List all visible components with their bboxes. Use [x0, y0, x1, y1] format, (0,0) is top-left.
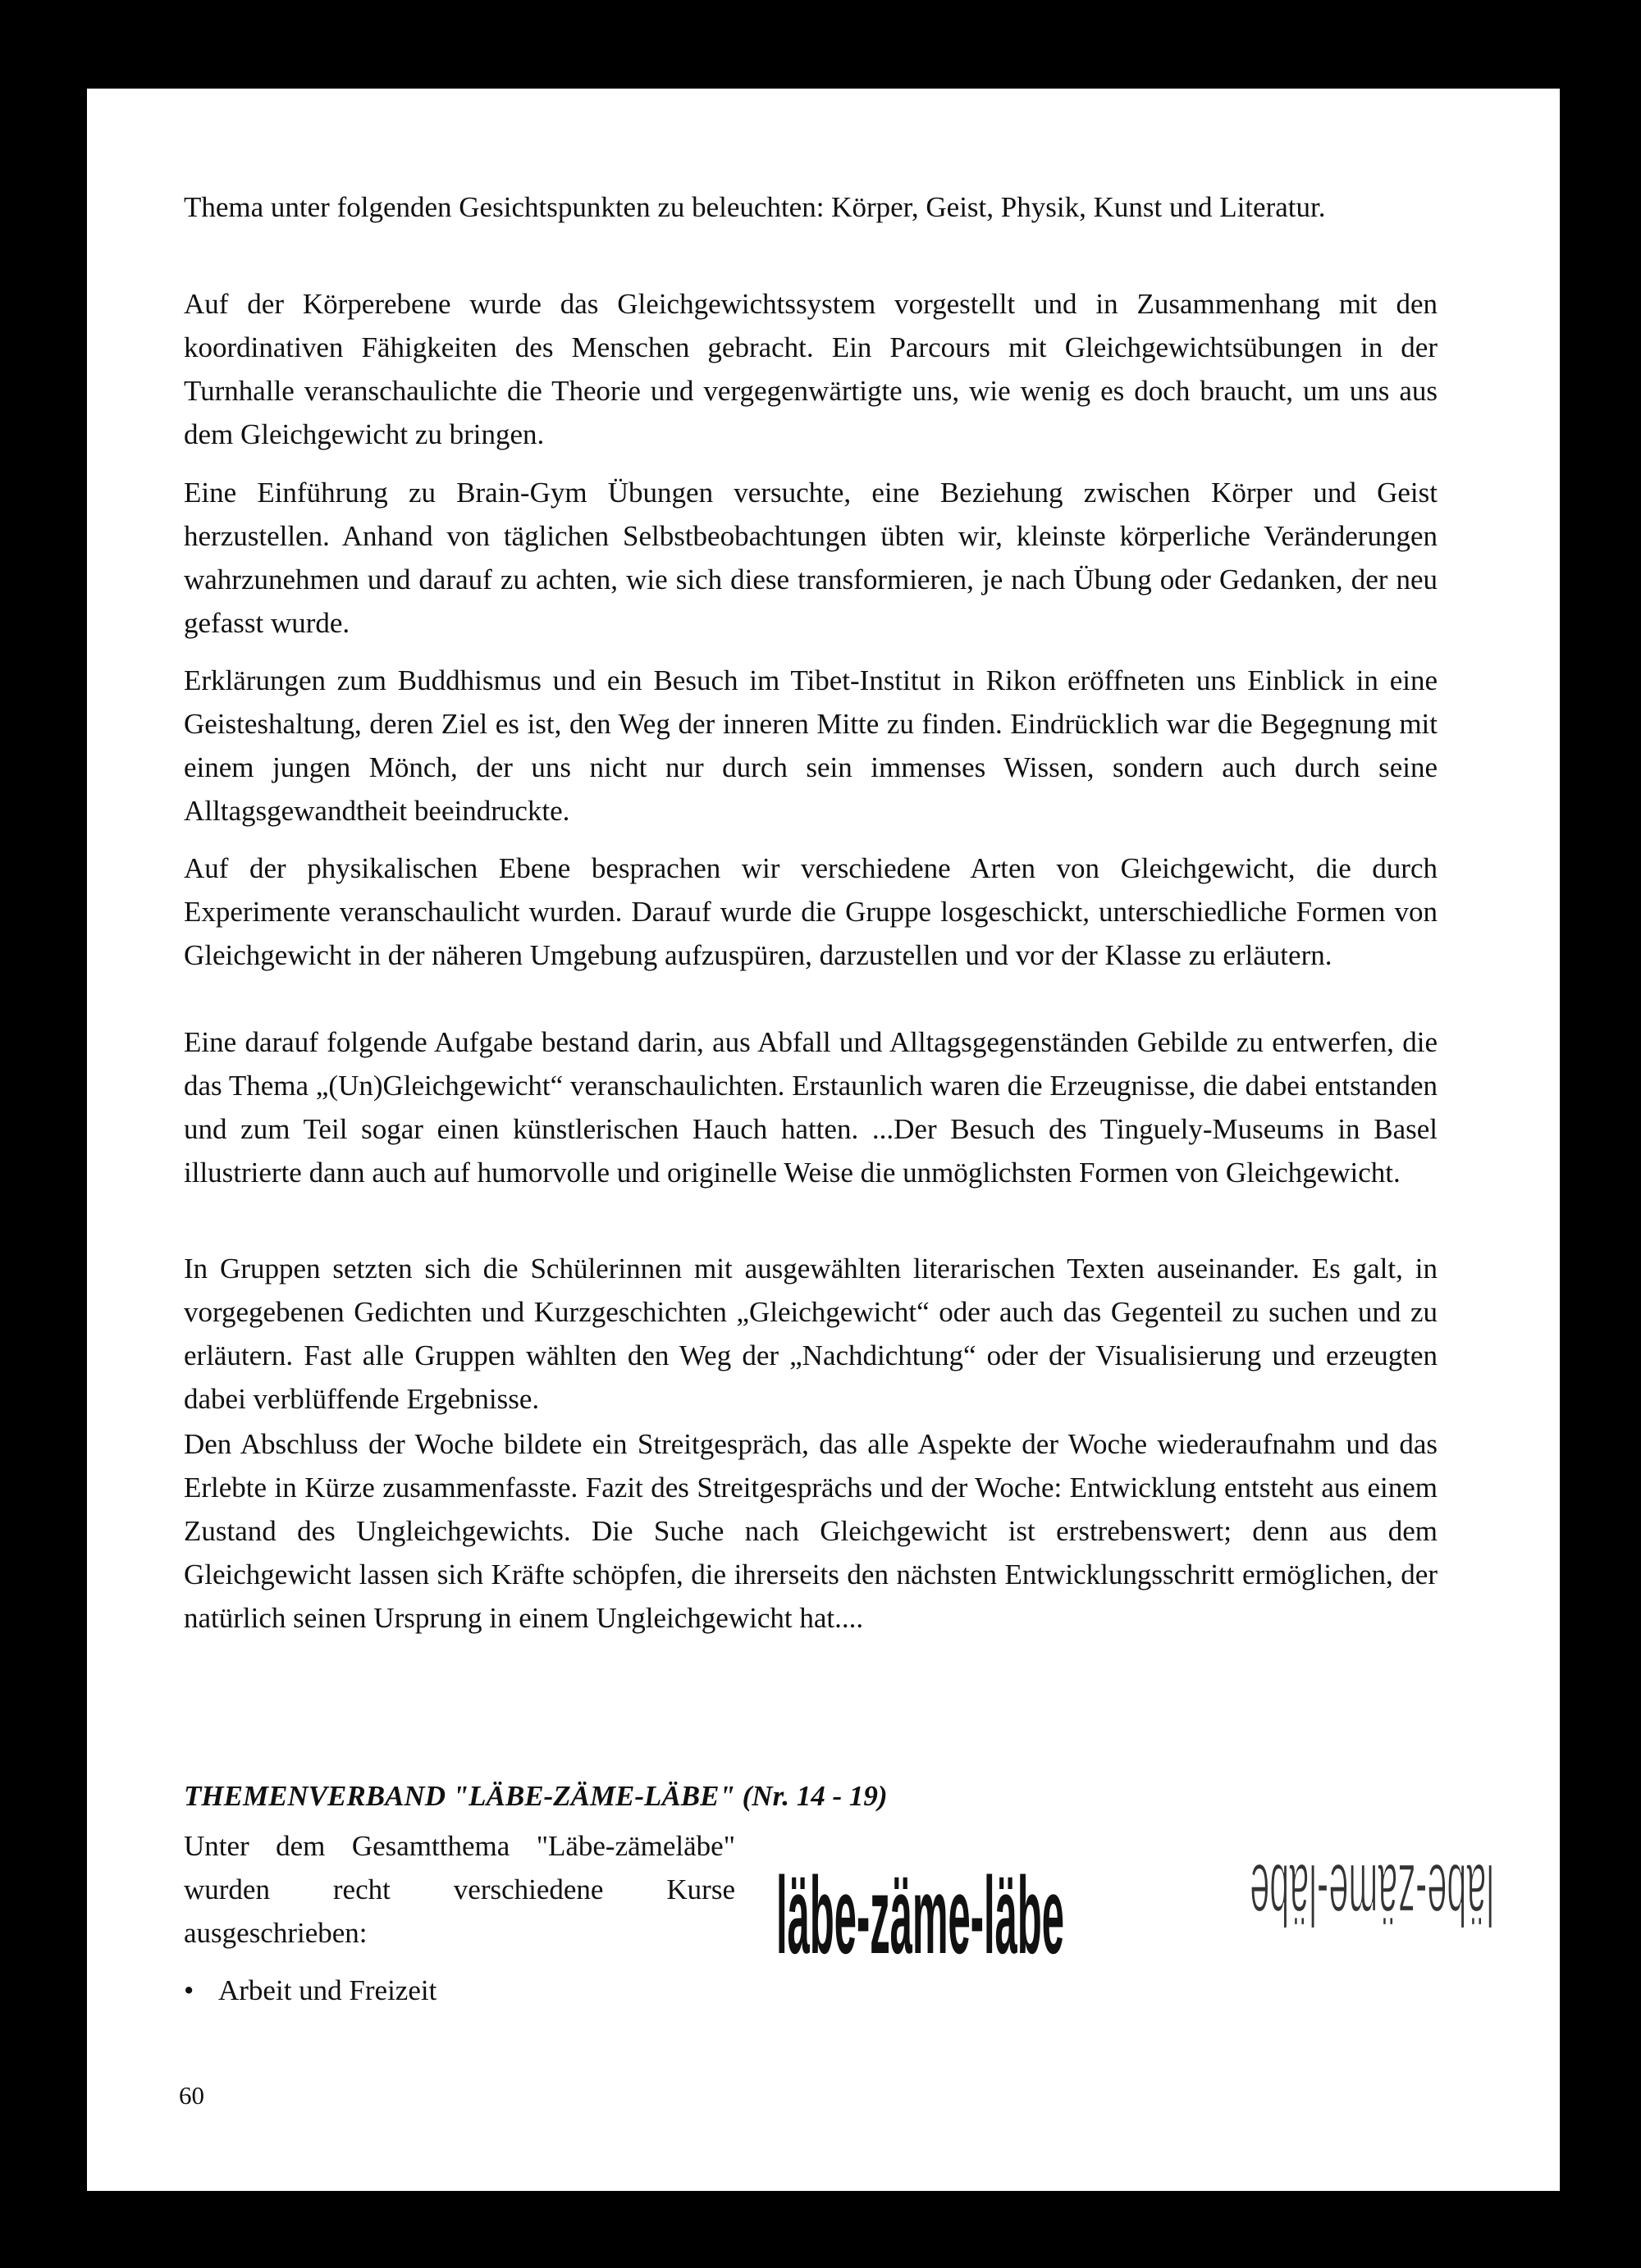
paragraph-1: Thema unter folgenden Gesichtspunkten zu beleuchten: Körper, Geist, Physik, Kunst und Literatur.	[184, 191, 1326, 223]
logo-mirrored-text: läbe-zäme-läbe	[1250, 1845, 1494, 1943]
paragraph-8: Den Abschluss der Woche bildete ein Streitgespräch, das alle Aspekte der Woche wiederaufnahm und das Erlebte in Kürze zusammenfasste. Fazit des Streitgesprächs und der Woche: Entwicklung entsteht aus einem Zustand des Ungleichgewichts. Die Suche nach Gleichgewicht ist erstrebenswert; denn aus dem Gleichgewicht lassen sich Kräfte schöpfen, die ihrerseits den nächsten Entwicklungsschritt ermöglichen, der natürlich seinen Ursprung in einem Ungleichgewicht hat....	[184, 1428, 1438, 1634]
list-item-label: Arbeit und Freizeit	[218, 1974, 437, 2006]
page-number: 60	[179, 2081, 204, 2110]
paragraph-5: Auf der physikalischen Ebene besprachen wir verschiedene Arten von Gleichgewicht, die durch Experimente veranschaulicht wurden. Darauf wurde die Gruppe losgeschickt, unterschiedliche Formen von Gleichgewicht in der näheren Umgebung aufzuspüren, darzustellen und vor der Klasse zu erläutern.	[184, 852, 1438, 971]
paragraph-3: Eine Einführung zu Brain-Gym Übungen versuchte, eine Beziehung zwischen Körper und Geist herzustellen. Anhand von täglichen Selbstbeobachtungen übten wir, kleinste körperliche Veränderungen wahrzunehmen und darauf zu achten, wie sich diese transformieren, je nach Übung oder Gedanken, der neu gefasst wurde.	[184, 477, 1438, 639]
list-item	[184, 1969, 437, 2012]
paragraph-2: Auf der Körperebene wurde das Gleichgewichtssystem vorgestellt und in Zusammenhang mit den koordinativen Fähigkeiten des Menschen gebracht. Ein Parcours mit Gleichgewichtsübungen in der Turnhalle veranschaulichte die Theorie und vergegenwärtigte uns, wie wenig es doch braucht, um uns aus dem Gleichgewicht zu bringen.	[184, 288, 1438, 450]
paragraph-4: Erklärungen zum Buddhismus und ein Besuch im Tibet-Institut in Rikon eröffneten uns Einblick in eine Geisteshaltung, deren Ziel es ist, den Weg der inneren Mitte zu finden. Eindrücklich war die Begegnung mit einem jungen Mönch, der uns nicht nur durch sein immenses Wissen, sondern auch durch seine Alltagsgewandtheit beeindruckte.	[184, 664, 1438, 827]
bullet-icon: •	[184, 1974, 194, 2006]
logo-text: läbe-zäme-läbe	[776, 1855, 1064, 1978]
paragraph-7: In Gruppen setzten sich die Schülerinnen mit ausgewählten literarischen Texten auseinander. Es galt, in vorgegebenen Gedichten und Kurzgeschichten „Gleichgewicht“ oder auch das Gegenteil zu suchen und zu erläutern. Fast alle Gruppen wählten den Weg der „Nachdichtung“ oder der Visualisierung und erzeugten dabei verblüffende Ergebnisse.	[184, 1253, 1438, 1415]
labe-zame-labe-logo	[776, 1840, 1498, 1979]
paragraph-6: Eine darauf folgende Aufgabe bestand darin, aus Abfall und Alltagsgegenständen Gebilde zu entwerfen, die das Thema „(Un)Gleichgewicht“ veranschaulichten. Erstaunlich waren die Erzeugnisse, die dabei entstanden und zum Teil sogar einen künstlerischen Hauch hatten. ...Der Besuch des Tinguely-Museums in Basel illustrierte dann auch auf humorvolle und originelle Weise die unmöglichsten Formen von Gleichgewicht.	[184, 1026, 1438, 1189]
section-intro: Unter dem Gesamtthema "Läbe-zämeläbe" wurden recht verschiedene Kurse ausgeschrieben:	[184, 1830, 735, 1949]
document-page	[87, 89, 1560, 2191]
section-heading: THEMENVERBAND "LÄBE-ZÄME-LÄBE" (Nr. 14 - 19)	[184, 1780, 888, 1812]
